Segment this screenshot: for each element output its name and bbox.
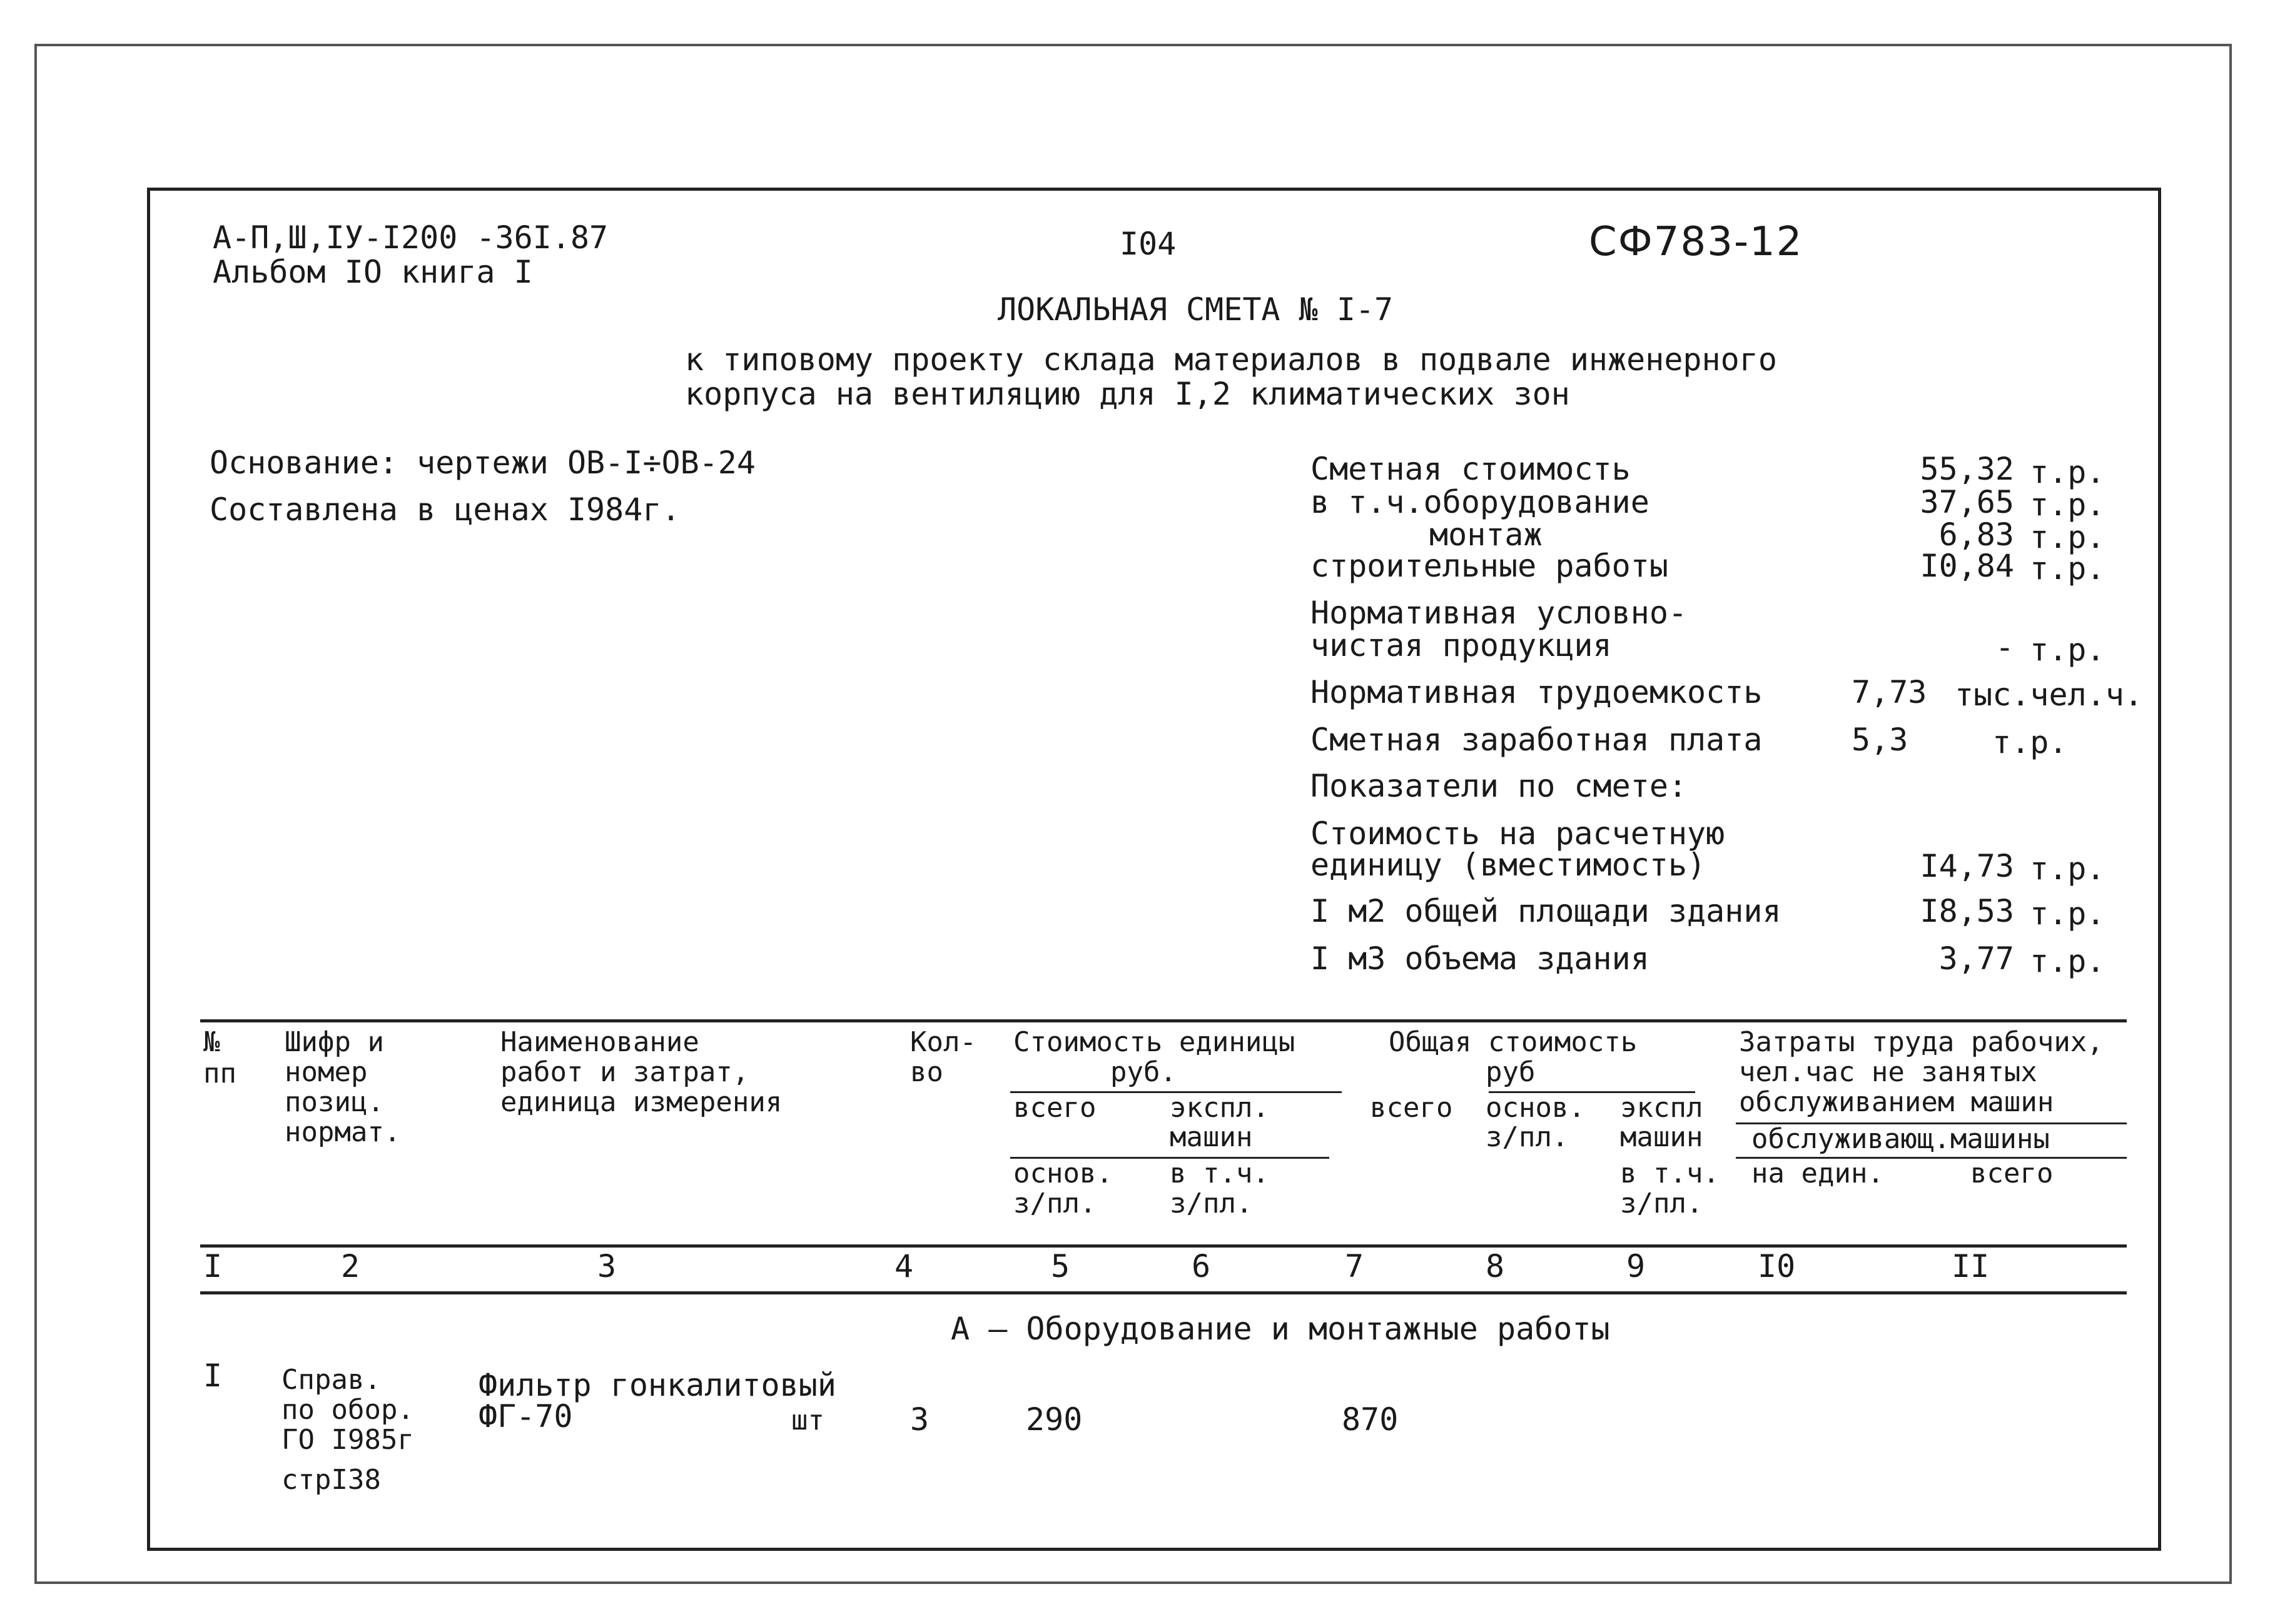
header-per-unit: на един. xyxy=(1751,1157,1884,1189)
construction-label: строительные работы xyxy=(1310,548,1668,584)
prices-line: Составлена в ценах I984г. xyxy=(210,492,681,528)
unit-label: т.р. xyxy=(2030,943,2105,979)
unit-cost-label-2: единицу (вместимость) xyxy=(1310,847,1706,883)
header-overall-machines: машин xyxy=(1620,1121,1703,1153)
row-total: 870 xyxy=(1342,1401,1399,1438)
unit-label: т.р. xyxy=(2030,895,2105,932)
header-overall-machines: в т.ч. xyxy=(1620,1157,1720,1189)
doc-code: А-П,Ш,IУ-I200 -36I.87 xyxy=(213,219,609,256)
header-name: единица измерения xyxy=(500,1086,783,1118)
column-number: 9 xyxy=(1626,1248,1646,1284)
header-unit-total: всего xyxy=(1013,1092,1097,1124)
section-title: А – Оборудование и монтажные работы xyxy=(951,1311,1610,1347)
row-name: Фильтр гонкалитовый xyxy=(479,1367,836,1403)
net-product-value: - xyxy=(1995,629,2014,665)
header-code: позиц. xyxy=(285,1086,384,1118)
per-m2-value: I8,53 xyxy=(1920,893,2014,929)
unit-label: т.р. xyxy=(2030,850,2105,887)
header-labor: чел.час не занятых xyxy=(1739,1056,2037,1088)
header-labor: обслуживающ.машины xyxy=(1751,1123,2050,1155)
header-qty: во xyxy=(910,1056,943,1088)
header-unit-cost: руб. xyxy=(1110,1056,1177,1088)
album-info: Альбом IO книга I xyxy=(213,254,533,290)
installation-value: 6,83 xyxy=(1938,517,2014,553)
header-overall-base: основ. xyxy=(1486,1092,1585,1124)
labor-unit: тыс.чел.ч. xyxy=(1955,677,2144,713)
title-line-1: к типовому проекту склада материалов в подвале инженерного xyxy=(685,341,1777,378)
equipment-value: 37,65 xyxy=(1920,484,2014,520)
row-number: I xyxy=(203,1358,223,1394)
unit-label: т.р. xyxy=(1992,724,2068,760)
per-m2-label: I м2 общей площади здания xyxy=(1310,893,1781,929)
row-code: Справ. xyxy=(281,1364,381,1396)
header-labor: Затраты труда рабочих, xyxy=(1739,1026,2104,1058)
table-top-rule xyxy=(200,1019,2127,1022)
column-number: 3 xyxy=(597,1248,617,1284)
column-number: I0 xyxy=(1758,1248,1796,1284)
net-product-label-1: Нормативная условно- xyxy=(1310,595,1688,631)
header-name: работ и затрат, xyxy=(500,1056,749,1088)
construction-value: I0,84 xyxy=(1920,548,2014,584)
header-num: № xyxy=(203,1026,220,1058)
header-overall-total: всего xyxy=(1370,1092,1453,1124)
installation-label: монтаж xyxy=(1429,517,1543,553)
header-overall-base: з/пл. xyxy=(1486,1121,1569,1153)
header-incl: в т.ч. xyxy=(1170,1157,1269,1189)
header-base: з/пл. xyxy=(1013,1188,1097,1219)
indicators-label: Показатели по смете: xyxy=(1310,768,1688,804)
column-number: 5 xyxy=(1051,1248,1070,1284)
header-overall-machines: экспл xyxy=(1620,1092,1703,1124)
equipment-label: в т.ч.оборудование xyxy=(1310,484,1649,520)
header-overall: Общая стоимость xyxy=(1389,1026,1638,1058)
column-number: 4 xyxy=(894,1248,914,1284)
stamp-code: СФ783-12 xyxy=(1589,219,1803,265)
header-base: основ. xyxy=(1013,1157,1113,1189)
row-code: по обор. xyxy=(281,1394,414,1426)
row-unit-price: 290 xyxy=(1026,1401,1083,1438)
estimate-title: ЛОКАЛЬНАЯ СМЕТА № I-7 xyxy=(998,291,1394,328)
labor-label: Нормативная трудоемкость xyxy=(1310,674,1763,710)
header-qty: Кол- xyxy=(910,1026,976,1058)
header-code: номер xyxy=(285,1056,368,1088)
header-overall-machines: з/пл. xyxy=(1620,1188,1703,1219)
estimated-cost-value: 55,32 xyxy=(1920,451,2014,487)
per-m3-value: 3,77 xyxy=(1938,941,2014,977)
column-number: I xyxy=(203,1248,223,1284)
wage-label: Сметная заработная плата xyxy=(1310,722,1763,758)
unit-label: т.р. xyxy=(2030,454,2105,490)
column-number: 6 xyxy=(1192,1248,1211,1284)
header-overall: руб xyxy=(1486,1056,1536,1088)
estimated-cost-label: Сметная стоимость xyxy=(1310,451,1631,487)
unit-cost-value: I4,73 xyxy=(1920,848,2014,884)
column-number: 7 xyxy=(1345,1248,1364,1284)
header-labor-total: всего xyxy=(1970,1157,2054,1189)
row-name: ФГ-70 xyxy=(479,1398,573,1435)
column-number: 2 xyxy=(341,1248,360,1284)
per-m3-label: I м3 объема здания xyxy=(1310,941,1649,977)
net-product-label-2: чистая продукция xyxy=(1310,627,1612,663)
row-unit: шт xyxy=(791,1405,824,1436)
row-code: стрI38 xyxy=(281,1464,381,1496)
header-code: нормат. xyxy=(285,1116,401,1148)
row-quantity: 3 xyxy=(910,1401,930,1438)
title-line-2: корпуса на вентиляцию для I,2 климатических зон xyxy=(685,376,1570,412)
header-machines: экспл. xyxy=(1170,1092,1269,1124)
unit-label: т.р. xyxy=(2030,632,2105,668)
page-number: I04 xyxy=(1120,226,1177,262)
column-number: 8 xyxy=(1486,1248,1505,1284)
unit-label: т.р. xyxy=(2030,519,2105,555)
unit-label: т.р. xyxy=(2030,487,2105,523)
header-name: Наименование xyxy=(500,1026,699,1058)
wage-value: 5,3 xyxy=(1852,722,1908,758)
unit-cost-label-1: Стоимость на расчетную xyxy=(1310,815,1725,852)
header-unit-cost: Стоимость единицы xyxy=(1013,1026,1295,1058)
column-numbers-bottom-rule xyxy=(200,1291,2127,1294)
unit-label: т.р. xyxy=(2030,550,2105,587)
header-machines: машин xyxy=(1170,1121,1253,1153)
row-code: ГО I985г xyxy=(281,1424,414,1456)
basis-line: Основание: чертежи ОВ-I÷ОВ-24 xyxy=(210,445,756,481)
header-incl: з/пл. xyxy=(1170,1188,1253,1219)
header-code: Шифр и xyxy=(285,1026,384,1058)
header-num: пп xyxy=(203,1057,236,1089)
column-numbers-top-rule xyxy=(200,1244,2127,1248)
header-labor: обслуживанием машин xyxy=(1739,1086,2054,1118)
labor-value: 7,73 xyxy=(1852,674,1927,710)
column-number: II xyxy=(1952,1248,1990,1284)
